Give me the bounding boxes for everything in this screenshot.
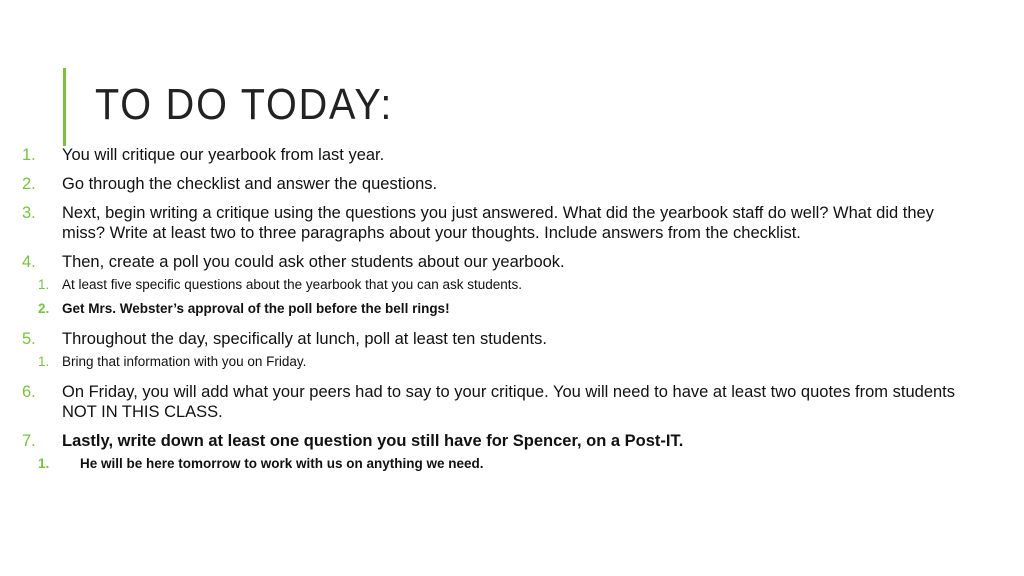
sub-item-number: 2.: [38, 301, 50, 316]
item-number: 1.: [22, 146, 36, 164]
sub-item-text: Get Mrs. Webster’s approval of the poll before the bell rings!: [62, 301, 450, 316]
item-text: Throughout the day, specifically at lunch, poll at least ten students.: [62, 330, 547, 348]
sub-item-number: 1.: [38, 354, 50, 369]
item-number: 5.: [22, 330, 36, 348]
item-number: 6.: [22, 383, 36, 401]
list-item: [0, 431, 1024, 451]
todo-list: [0, 145, 1024, 479]
item-text: On Friday, you will add what your peers had to say to your critique. You will need to have at least two quotes from students NOT IN THIS CLASS.: [62, 383, 956, 421]
item-text: Lastly, write down at least one question you still have for Spencer, on a Post-IT.: [62, 432, 684, 450]
slide-title: TO DO TODAY:: [95, 80, 394, 129]
sub-list-item: [0, 455, 1024, 472]
sub-item-text: At least five specific questions about the yearbook that you can ask students.: [62, 277, 523, 292]
item-text: Next, begin writing a critique using the questions you just answered. What did the yearbook staff do well? What did they miss? Write at least two to three paragraphs about your thoughts. Include answers from the checklist.: [62, 204, 934, 242]
item-number: 7.: [22, 432, 36, 450]
item-number: 2.: [22, 175, 36, 193]
item-text: Go through the checklist and answer the questions.: [62, 175, 438, 193]
sub-list-item: [0, 353, 1024, 370]
list-item: [0, 329, 1024, 349]
item-number: 4.: [22, 253, 36, 271]
list-item: [0, 382, 1024, 422]
list-item: [0, 174, 1024, 194]
list-item: [0, 145, 1024, 165]
sub-list-item: [0, 276, 1024, 293]
list-item: [0, 203, 1024, 243]
sub-item-number: 1.: [38, 277, 50, 292]
item-text: You will critique our yearbook from last year.: [62, 146, 385, 164]
list-item: [0, 252, 1024, 272]
sub-item-text: He will be here tomorrow to work with us on anything we need.: [80, 456, 484, 471]
sub-item-text: Bring that information with you on Friday.: [62, 354, 307, 369]
item-number: 3.: [22, 204, 36, 222]
item-text: Then, create a poll you could ask other students about our yearbook.: [62, 253, 565, 271]
sub-item-number: 1.: [38, 456, 50, 471]
sub-list-item: [0, 300, 1024, 317]
title-accent-bar: [63, 68, 66, 146]
